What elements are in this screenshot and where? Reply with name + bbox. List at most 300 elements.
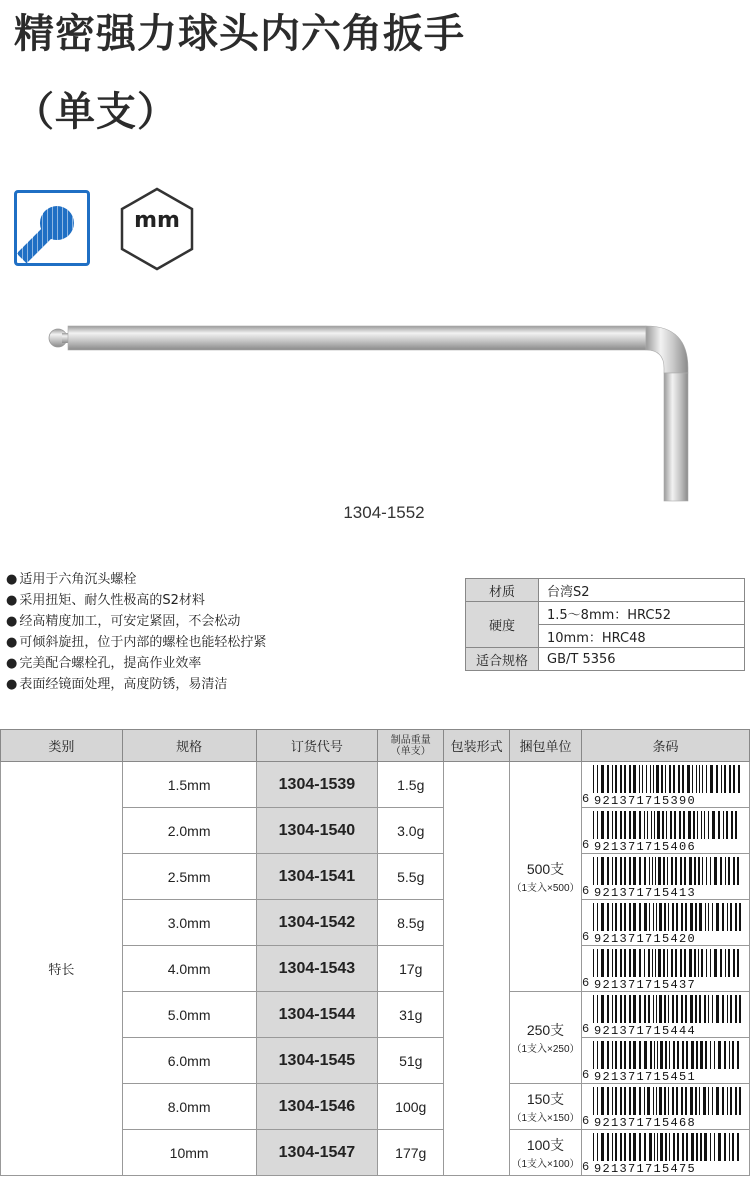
barcode-bar (673, 1041, 675, 1069)
barcode-bar (671, 857, 673, 885)
barcode-bar (721, 765, 722, 793)
barcode-bar (728, 857, 730, 885)
barcode-cell (581, 808, 749, 854)
barcode-bar (607, 765, 609, 793)
barcode-bar (629, 765, 631, 793)
barcode-bar (607, 857, 609, 885)
barcode-bar (652, 949, 653, 977)
barcode-bar (648, 949, 650, 977)
header-size: 规格 (122, 730, 256, 762)
size-cell: 10mm (122, 1130, 256, 1176)
model-number: 1304-1552 (343, 503, 425, 522)
barcode-lead-digit: 6 (581, 929, 590, 944)
barcode-bar (725, 949, 726, 977)
barcode-bar (712, 903, 713, 931)
spec-key-material: 材质 (466, 579, 539, 602)
barcode-bar (700, 1041, 703, 1069)
table-row (1, 762, 750, 808)
size-cell: 1.5mm (122, 762, 256, 808)
barcode-bar (729, 1133, 730, 1161)
barcode-bar (710, 1133, 711, 1161)
barcode-bar (699, 903, 702, 931)
barcode-bar (593, 765, 594, 793)
barcode-bar (727, 995, 728, 1023)
barcode-bar (725, 857, 726, 885)
barcode-bar (737, 1133, 739, 1161)
barcode-bar (714, 949, 717, 977)
barcode-number: 921371715451 (594, 1069, 697, 1081)
barcode-bar (665, 1041, 667, 1069)
pack-unit-cell (510, 1084, 582, 1130)
barcode-bar (735, 995, 737, 1023)
barcode-bar (633, 1133, 636, 1161)
barcode-bar (593, 1041, 594, 1069)
barcode-bar (624, 1041, 626, 1069)
barcode-bar (737, 949, 739, 977)
barcode-bar (650, 765, 651, 793)
spec-key-hardness: 硬度 (466, 602, 539, 648)
mm-label: mm (134, 208, 180, 233)
barcode-bar (661, 765, 663, 793)
barcode-bar (612, 995, 613, 1023)
barcode-bar (597, 857, 598, 885)
barcode-bar (629, 1041, 631, 1069)
barcode-bar (681, 995, 683, 1023)
barcode-bar (629, 857, 631, 885)
weight-cell: 1.5g (378, 762, 444, 808)
barcode-icon (592, 1087, 742, 1127)
barcode-bar (664, 1087, 666, 1115)
barcode-bar (654, 1041, 655, 1069)
barcode-bar (732, 1133, 734, 1161)
barcode-bar (607, 995, 609, 1023)
barcode-bar (663, 857, 665, 885)
size-cell: 3.0mm (122, 900, 256, 946)
spec-value-material: 台湾S2 (539, 579, 745, 602)
barcode-cell (581, 946, 749, 992)
barcode-bar (730, 1087, 732, 1115)
barcode-bar (675, 949, 677, 977)
barcode-bar (615, 811, 617, 839)
barcode-bar (663, 949, 665, 977)
barcode-bar (671, 949, 673, 977)
barcode-bar (665, 1133, 667, 1161)
barcode-bar (644, 857, 646, 885)
barcode-bar (612, 1041, 613, 1069)
barcode-bar (601, 1041, 604, 1069)
barcode-bar (696, 1133, 698, 1161)
barcode-bar (730, 995, 732, 1023)
barcode-bar (735, 1087, 737, 1115)
feature-item: ● 采用扭矩、耐久性极高的S2材料 (6, 590, 266, 611)
barcode-bar (612, 1133, 613, 1161)
barcode-bar (659, 995, 662, 1023)
barcode-lead-digit: 6 (581, 791, 590, 806)
product-subtitle: （单支） (14, 89, 178, 135)
barcode-bar (629, 1133, 631, 1161)
barcode-bar (739, 903, 741, 931)
barcode-icon (592, 903, 742, 943)
barcode-bar (718, 811, 720, 839)
barcode-bar (647, 1087, 650, 1115)
barcode-bar (673, 765, 675, 793)
barcode-bar (726, 811, 728, 839)
barcode-bar (607, 1133, 609, 1161)
pack-unit-sub: （1支入×500） (511, 883, 580, 894)
barcode-bar (733, 765, 735, 793)
barcode-number: 921371715468 (594, 1115, 697, 1127)
size-cell: 2.0mm (122, 808, 256, 854)
barcode-bar (593, 949, 594, 977)
barcode-bar (664, 995, 666, 1023)
barcode-bar (692, 765, 693, 793)
barcode-bar (680, 949, 682, 977)
barcode-bar (683, 811, 685, 839)
barcode-bar (668, 903, 669, 931)
barcode-bar (649, 857, 650, 885)
barcode-icon (592, 857, 742, 897)
spec-value-hardness-1: 1.5～8mm：HRC52 (539, 602, 745, 625)
barcode-bar (624, 903, 626, 931)
barcode-bar (601, 995, 604, 1023)
barcode-bar (597, 1133, 598, 1161)
barcode-lead-digit: 6 (581, 1067, 590, 1082)
barcode-bar (674, 811, 676, 839)
barcode-bar (698, 949, 699, 977)
barcode-bar (695, 903, 697, 931)
barcode-cell (581, 854, 749, 900)
barcode-bar (677, 1133, 679, 1161)
barcode-bar (648, 995, 650, 1023)
barcode-bar (701, 811, 702, 839)
barcode-bar (597, 903, 598, 931)
barcode-bar (633, 765, 636, 793)
barcode-bar (633, 995, 636, 1023)
order-code-cell: 1304-1543 (256, 946, 378, 992)
barcode-bar (716, 995, 719, 1023)
feature-item: ● 表面经镜面处理，高度防锈，易清洁 (6, 674, 266, 695)
barcode-bar (607, 811, 609, 839)
pack-unit-main: 100支 (526, 1137, 565, 1153)
barcode-bar (633, 1041, 636, 1069)
barcode-bar (644, 1133, 646, 1161)
barcode-bar (639, 811, 641, 839)
barcode-number: 921371715437 (594, 977, 697, 989)
header-unit: 捆包单位 (510, 730, 582, 762)
product-title: 精密强力球头内六角扳手 (14, 11, 465, 57)
barcode-bar (708, 1087, 709, 1115)
barcode-bar (658, 857, 661, 885)
barcode-bar (597, 1087, 598, 1115)
weight-cell: 51g (378, 1038, 444, 1084)
barcode-bar (716, 903, 719, 931)
barcode-bar (653, 995, 654, 1023)
barcode-bar (615, 1133, 617, 1161)
barcode-bar (730, 903, 732, 931)
barcode-lead-digit: 6 (581, 1021, 590, 1036)
weight-cell: 5.5g (378, 854, 444, 900)
weight-cell: 17g (378, 946, 444, 992)
barcode-bar (675, 857, 677, 885)
barcode-bar (697, 811, 698, 839)
barcode-bar (718, 1133, 721, 1161)
barcode-bar (593, 903, 594, 931)
barcode-bar (706, 949, 707, 977)
barcode-bar (684, 857, 686, 885)
barcode-bar (699, 765, 700, 793)
barcode-bar (735, 903, 737, 931)
barcode-bar (624, 811, 626, 839)
ball-end-icon (14, 190, 90, 266)
barcode-bar (624, 1133, 626, 1161)
barcode-bar (660, 1041, 663, 1069)
order-code-cell: 1304-1540 (256, 808, 378, 854)
barcode-bar (593, 995, 594, 1023)
barcode-bar (714, 1133, 715, 1161)
barcode-bar (654, 811, 655, 839)
barcode-bar (658, 949, 661, 977)
barcode-bar (691, 1041, 694, 1069)
barcode-bar (699, 1087, 700, 1115)
barcode-lead-digit: 6 (581, 883, 590, 898)
barcode-bar (691, 1133, 694, 1161)
barcode-bar (607, 1087, 609, 1115)
barcode-bar (673, 1133, 675, 1161)
barcode-bar (655, 857, 656, 885)
barcode-bar (629, 903, 631, 931)
pack-unit-sub: （1支入×250） (511, 1044, 580, 1055)
header-barcode: 条码 (581, 730, 749, 762)
barcode-bar (716, 1087, 719, 1115)
barcode-lead-digit: 6 (581, 975, 590, 990)
size-cell: 6.0mm (122, 1038, 256, 1084)
barcode-bar (694, 949, 696, 977)
barcode-icon (592, 811, 742, 851)
barcode-cell (581, 900, 749, 946)
barcode-bar (682, 765, 684, 793)
barcode-cell (581, 992, 749, 1038)
barcode-bar (647, 811, 648, 839)
barcode-bar (620, 857, 622, 885)
barcode-bar (682, 1041, 684, 1069)
barcode-lead-digit: 6 (581, 1159, 590, 1174)
barcode-bar (689, 857, 692, 885)
barcode-bar (601, 765, 604, 793)
pack-unit-cell (510, 1130, 582, 1176)
header-weight (378, 730, 444, 762)
barcode-bar (687, 765, 690, 793)
barcode-bar (712, 811, 715, 839)
barcode-bar (639, 857, 641, 885)
barcode-bar (722, 1087, 724, 1115)
barcode-bar (710, 765, 713, 793)
barcode-bar (710, 857, 711, 885)
barcode-bar (659, 1087, 662, 1115)
barcode-bar (672, 903, 674, 931)
feature-list (6, 569, 266, 695)
barcode-bar (620, 1041, 622, 1069)
barcode-bar (649, 903, 650, 931)
feature-item: ● 完美配合螺栓孔，提高作业效率 (6, 653, 266, 674)
barcode-bar (639, 995, 641, 1023)
barcode-bar (676, 903, 678, 931)
barcode-bar (601, 949, 604, 977)
barcode-bar (612, 1087, 613, 1115)
barcode-bar (601, 903, 604, 931)
barcode-bar (686, 1041, 688, 1069)
pack-type-cell (444, 762, 510, 1176)
barcode-bar (653, 1087, 654, 1115)
barcode-bar (724, 765, 726, 793)
barcode-number: 921371715413 (594, 885, 697, 897)
barcode-bar (656, 903, 657, 931)
spec-table (465, 578, 745, 671)
pack-unit-sub: （1支入×150） (511, 1113, 580, 1124)
barcode-bar (695, 995, 697, 1023)
barcode-bar (633, 857, 636, 885)
barcode-bar (729, 765, 731, 793)
feature-item: ● 适用于六角沉头螺栓 (6, 569, 266, 590)
barcode-bar (681, 1087, 683, 1115)
barcode-icon (592, 995, 742, 1035)
barcode-bar (720, 949, 722, 977)
barcode-bar (629, 1087, 631, 1115)
barcode-bar (733, 949, 735, 977)
barcode-bar (702, 765, 703, 793)
pack-unit-cell (510, 992, 582, 1084)
order-code-cell: 1304-1546 (256, 1084, 378, 1130)
barcode-bar (710, 1041, 711, 1069)
barcode-bar (654, 1133, 655, 1161)
barcode-bar (593, 811, 594, 839)
barcode-icon (592, 1133, 742, 1173)
barcode-bar (685, 903, 687, 931)
barcode-bar (639, 903, 641, 931)
barcode-bar (660, 1133, 663, 1161)
barcode-bar (612, 857, 613, 885)
barcode-cell (581, 1038, 749, 1084)
barcode-bar (620, 811, 622, 839)
barcode-bar (642, 765, 643, 793)
barcode-bar (722, 995, 724, 1023)
barcode-bar (677, 1041, 679, 1069)
barcode-bar (644, 811, 645, 839)
barcode-bar (696, 1041, 698, 1069)
barcode-bar (684, 949, 686, 977)
barcode-number: 921371715475 (594, 1161, 697, 1173)
size-cell: 4.0mm (122, 946, 256, 992)
barcode-bar (712, 1087, 713, 1115)
barcode-bar (612, 903, 613, 931)
barcode-bar (601, 811, 604, 839)
barcode-bar (620, 903, 622, 931)
barcode-bar (639, 765, 640, 793)
barcode-bar (624, 995, 626, 1023)
barcode-bar (607, 1041, 609, 1069)
barcode-bar (686, 1133, 688, 1161)
barcode-bar (704, 1133, 707, 1161)
barcode-number: 921371715406 (594, 839, 697, 851)
barcode-bar (722, 903, 724, 931)
barcode-icon (592, 949, 742, 989)
barcode-bar (664, 903, 666, 931)
barcode-bar (615, 903, 617, 931)
size-cell: 2.5mm (122, 854, 256, 900)
barcode-bar (689, 949, 692, 977)
order-code-cell: 1304-1541 (256, 854, 378, 900)
barcode-bar (688, 811, 691, 839)
barcode-bar (612, 949, 613, 977)
size-cell: 5.0mm (122, 992, 256, 1038)
barcode-bar (739, 1087, 741, 1115)
barcode-bar (685, 1087, 687, 1115)
barcode-bar (593, 857, 594, 885)
barcode-bar (629, 949, 631, 977)
barcode-bar (620, 1087, 622, 1115)
barcode-bar (657, 811, 660, 839)
barcode-bar (615, 857, 617, 885)
barcode-bar (662, 811, 664, 839)
header-category: 类别 (1, 730, 123, 762)
barcode-bar (724, 1133, 726, 1161)
barcode-cell (581, 1130, 749, 1176)
barcode-bar (704, 995, 706, 1023)
barcode-bar (597, 949, 598, 977)
order-code-cell: 1304-1539 (256, 762, 378, 808)
barcode-bar (727, 903, 728, 931)
barcode-bar (679, 811, 681, 839)
barcode-bar (667, 949, 668, 977)
barcode-bar (593, 1133, 594, 1161)
barcode-number: 921371715420 (594, 931, 697, 943)
barcode-bar (706, 857, 707, 885)
barcode-bar (708, 811, 709, 839)
order-code-cell: 1304-1547 (256, 1130, 378, 1176)
barcode-bar (669, 765, 671, 793)
barcode-bar (633, 949, 636, 977)
barcode-bar (615, 995, 617, 1023)
barcode-bar (597, 811, 598, 839)
barcode-bar (629, 811, 631, 839)
barcode-bar (696, 765, 697, 793)
barcode-number: 921371715390 (594, 793, 697, 805)
barcode-bar (690, 995, 693, 1023)
barcode-bar (652, 857, 653, 885)
header-weight-line1: 制品重量 (390, 734, 431, 746)
barcode-bar (655, 949, 656, 977)
barcode-bar (597, 765, 598, 793)
barcode-bar (672, 1087, 674, 1115)
header-weight-line2: （单支） (390, 745, 431, 757)
barcode-bar (653, 765, 654, 793)
barcode-bar (724, 1041, 726, 1069)
barcode-bar (633, 903, 636, 931)
barcode-bar (708, 903, 709, 931)
barcode-bar (612, 765, 613, 793)
barcode-bar (712, 995, 713, 1023)
feature-item: ● 可倾斜旋扭，位于内部的螺栓也能轻松拧紧 (6, 632, 266, 653)
barcode-bar (737, 857, 739, 885)
feature-item: ● 经高精度加工，可安定紧固，不会松动 (6, 611, 266, 632)
barcode-cell (581, 762, 749, 808)
barcode-bar (728, 949, 730, 977)
barcode-bar (718, 1041, 721, 1069)
barcode-bar (680, 857, 682, 885)
pack-unit-main: 150支 (526, 1091, 565, 1107)
barcode-bar (723, 811, 724, 839)
barcode-bar (615, 1041, 617, 1069)
barcode-bar (735, 811, 737, 839)
